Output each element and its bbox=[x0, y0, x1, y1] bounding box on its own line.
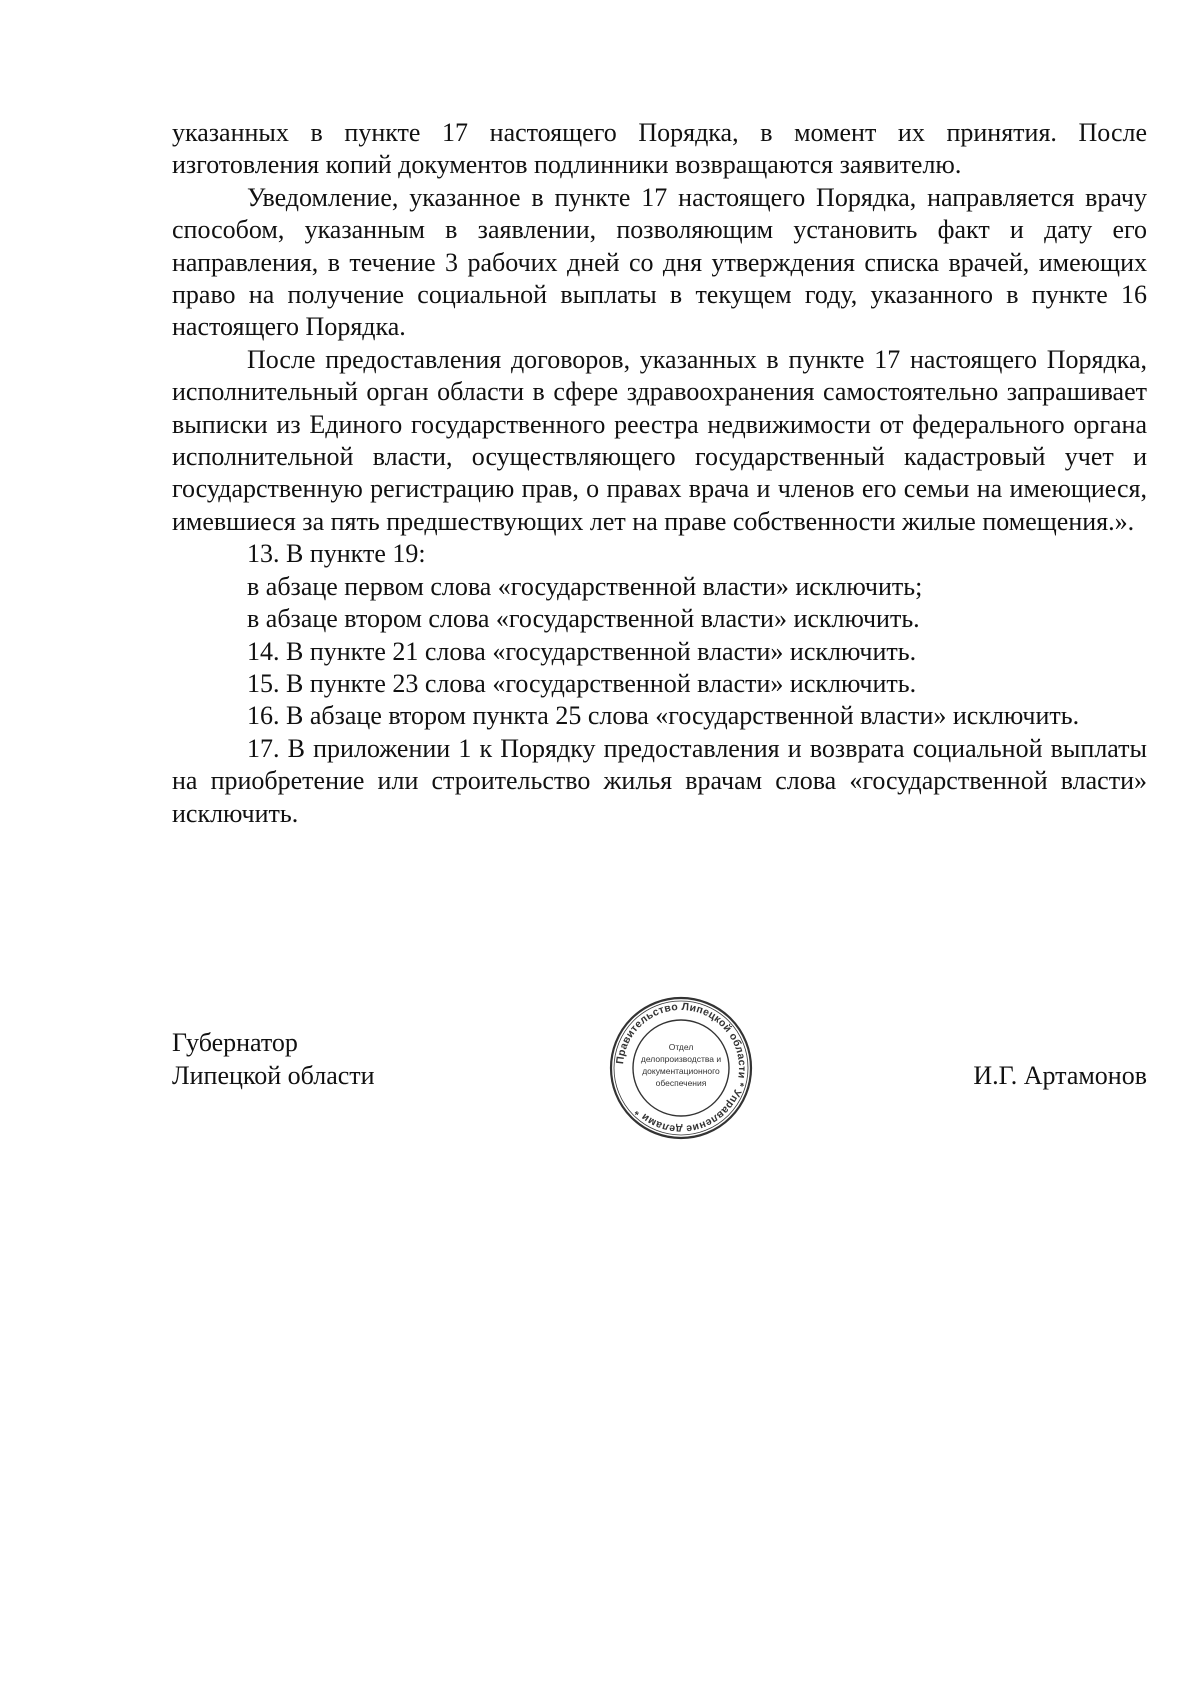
paragraph-1: указанных в пункте 17 настоящего Порядка, в момент их принятия. После изготовления копий документов подлинники возвращаются заявителю. bbox=[172, 118, 1147, 180]
paragraph-2: Уведомление, указанное в пункте 17 настоящего Порядка, направляется врачу способом, указанным в заявлении, позволяющим установить факт и дату его направления, в течение 3 рабочих дней со дня утверждения списка врачей, имеющих право на получение социальной выплаты в текущем году, указанного в пункте 16 настоящего Порядка. bbox=[172, 182, 1147, 342]
paragraph-7: 14. В пункте 21 слова «государственной власти» исключить. bbox=[247, 636, 917, 666]
signatory-title-line-1: Губернатор bbox=[172, 1028, 298, 1057]
paragraph-6: в абзаце втором слова «государственной власти» исключить. bbox=[247, 604, 920, 634]
paragraph-5: в абзаце первом слова «государственной власти» исключить; bbox=[247, 571, 923, 601]
seal-inner-line-4: обеспечения bbox=[655, 1078, 707, 1088]
paragraph-8: 15. В пункте 23 слова «государственной власти» исключить. bbox=[247, 668, 917, 698]
signatory-title-line-2: Липецкой области bbox=[172, 1061, 375, 1090]
paragraph-4: 13. В пункте 19: bbox=[247, 539, 426, 569]
paragraph-3: После предоставления договоров, указанных в пункте 17 настоящего Порядка, исполнительный орган области в сфере здравоохранения самостоятельно запрашивает выписки из Единого государственного реестра недвижимости от федерального органа исполнительной власти, осуществляющего государственный кадастровый учет и государственную регистрацию прав, о правах врача и членов его семьи на имеющиеся, имевшиеся за пять предшествующих лет на праве собственности жилые помещения.». bbox=[172, 344, 1147, 536]
seal-inner-line-1: Отдел bbox=[668, 1042, 694, 1052]
seal-outer-text-path: Правительство Липецкой области * Управление делами * bbox=[614, 1000, 749, 1136]
paragraph-10: 17. В приложении 1 к Порядку предоставления и возврата социальной выплаты на приобретение или строительство жилья врачам слова «государственной власти» исключить. bbox=[172, 733, 1147, 828]
seal-inner-line-2: делопроизводства и bbox=[640, 1054, 722, 1064]
signatory-name: И.Г. Артамонов bbox=[973, 1061, 1147, 1090]
document-body bbox=[172, 117, 1147, 830]
paragraph-9: 16. В абзаце втором пункта 25 слова «государственной власти» исключить. bbox=[247, 701, 1080, 731]
seal-inner-line-3: документационного bbox=[642, 1066, 720, 1076]
official-seal-stamp bbox=[608, 995, 754, 1141]
signatory-title bbox=[172, 1026, 375, 1092]
